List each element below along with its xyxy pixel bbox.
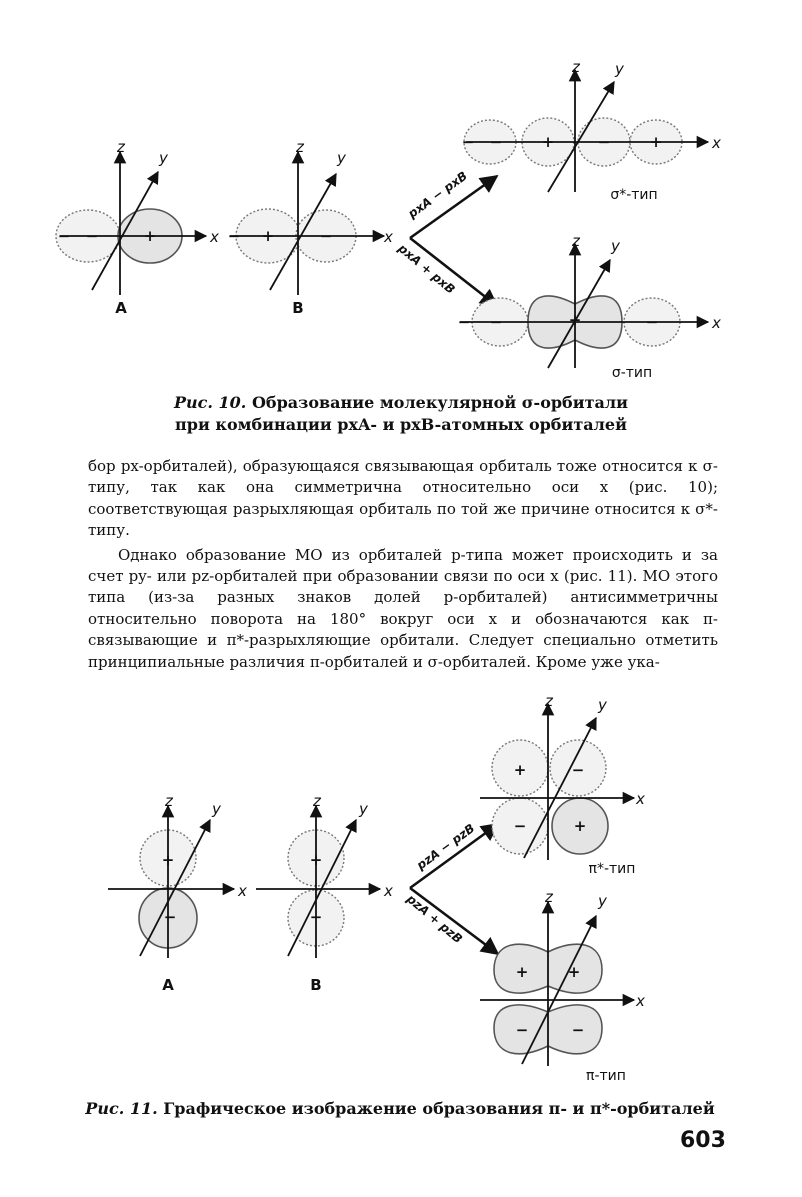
branch-label-minus: pxA − pxB [405, 168, 470, 221]
sigma-star-type-label: σ*-тип [610, 187, 658, 203]
sign-minus: − [85, 227, 99, 245]
axis-x-label: x [238, 882, 247, 900]
sign-plus: + [513, 761, 527, 779]
sign-minus: − [513, 817, 527, 835]
atom-a-pz-orbital [108, 792, 247, 994]
sign-minus: − [489, 313, 503, 331]
pi-star-orbital [480, 692, 645, 877]
axis-z-label: z [165, 792, 173, 810]
atom-b-label: B [310, 976, 322, 994]
axis-x-label: x [712, 314, 721, 332]
pi-orbital [480, 888, 645, 1084]
axis-y-label: y [598, 696, 607, 714]
figure-11-number: Рис. 11. [85, 1099, 158, 1118]
sign-minus: − [319, 227, 333, 245]
atom-a-orbital [56, 138, 219, 317]
sign-minus: − [597, 133, 611, 151]
figure-11-diagram [0, 690, 802, 1100]
axis-z-label: z [117, 138, 125, 156]
branch-label-minus: pzA − pzB [414, 821, 478, 873]
axis-x-label: x [636, 790, 645, 808]
branch-label-plus: pxA + pxB [395, 241, 458, 297]
axis-y-label: y [615, 60, 624, 78]
axis-y-label: y [159, 149, 168, 167]
paragraph-2: Однако образование МО из орбиталей p-типа может происходить и за счет py- или pz-орбиталей при образовании связи по оси x (рис. 11). МО этого типа (из-за разных знаков долей p-орбиталей) антисимметричны относительно поворота на 180° вокруг оси x и обозначаются как π-связывающие и π*-разрыхляющие орбитали. Следует специально отметить принципиальные различия π-орбиталей и σ-орбиталей. Кроме уже ука- [88, 545, 718, 671]
body-text [88, 456, 718, 673]
page-number: 603 [680, 1128, 726, 1153]
sign-plus: + [649, 133, 663, 151]
sign-plus: + [261, 227, 275, 245]
atom-b-label: B [292, 299, 304, 317]
axis-y-label: y [611, 237, 620, 255]
figure-10-number: Рис. 10. [173, 393, 247, 412]
pi-star-type-label: π*-тип [588, 861, 636, 877]
axis-z-label: z [572, 58, 580, 76]
paragraph-1: бор px-орбиталей), образующаяся связывающая орбиталь тоже относится к σ-типу, так как она симметрична относительно оси x (рис. 10); соответствующая разрыхляющая орбиталь по той же причине относится к σ*-типу. [88, 457, 718, 540]
branch-label-plus: pzA + pzB [404, 891, 466, 947]
axis-y-label: y [337, 149, 346, 167]
atom-a-label: A [115, 299, 127, 317]
axis-z-label: z [545, 888, 553, 906]
sign-minus: − [309, 908, 323, 926]
sigma-type-label: σ-тип [611, 365, 653, 381]
sign-plus: + [568, 311, 582, 329]
axis-z-label: z [545, 692, 553, 710]
figure-10-diagram [0, 0, 802, 390]
axis-x-label: x [384, 228, 393, 246]
figure-10-caption [120, 392, 682, 436]
axis-x-label: x [210, 228, 219, 246]
axis-z-label: z [296, 138, 304, 156]
axis-x-label: x [712, 134, 721, 152]
axis-y-label: y [359, 800, 368, 818]
axis-y-label: y [212, 800, 221, 818]
sigma-star-orbital [462, 58, 721, 203]
sign-plus: + [161, 851, 175, 869]
sign-minus: − [227, 227, 241, 245]
figure-10-caption-line2: при комбинации pxA- и pxB-атомных орбиталей [175, 415, 627, 434]
sign-minus: − [571, 1021, 585, 1039]
sign-minus: − [163, 908, 177, 926]
sign-plus: + [515, 963, 529, 981]
atom-a-label: A [162, 976, 174, 994]
sign-plus: + [567, 963, 581, 981]
atom-b-pz-orbital [256, 792, 393, 994]
axis-x-label: x [384, 882, 393, 900]
sign-minus: − [571, 761, 585, 779]
figure-11-caption-text: Графическое изображение образования π- и π*-орбиталей [163, 1099, 715, 1118]
sign-minus: − [515, 1021, 529, 1039]
axis-z-label: z [572, 232, 580, 250]
figure-11-caption [80, 1098, 720, 1120]
sigma-orbital [458, 232, 721, 381]
axis-z-label: z [313, 792, 321, 810]
sign-plus: + [573, 817, 587, 835]
axis-x-label: x [636, 992, 645, 1010]
atom-b-orbital [228, 138, 393, 317]
sign-minus: − [57, 227, 71, 245]
sign-plus: + [541, 133, 555, 151]
figure-10-caption-line1: Образование молекулярной σ-орбитали [251, 393, 629, 412]
axis-y-label: y [598, 892, 607, 910]
sign-minus: − [461, 133, 475, 151]
sign-minus: − [457, 313, 471, 331]
sign-plus: + [309, 851, 323, 869]
pi-type-label: π-тип [586, 1068, 626, 1084]
sign-minus: − [489, 133, 503, 151]
sign-plus: + [143, 227, 157, 245]
sign-minus: − [645, 313, 659, 331]
